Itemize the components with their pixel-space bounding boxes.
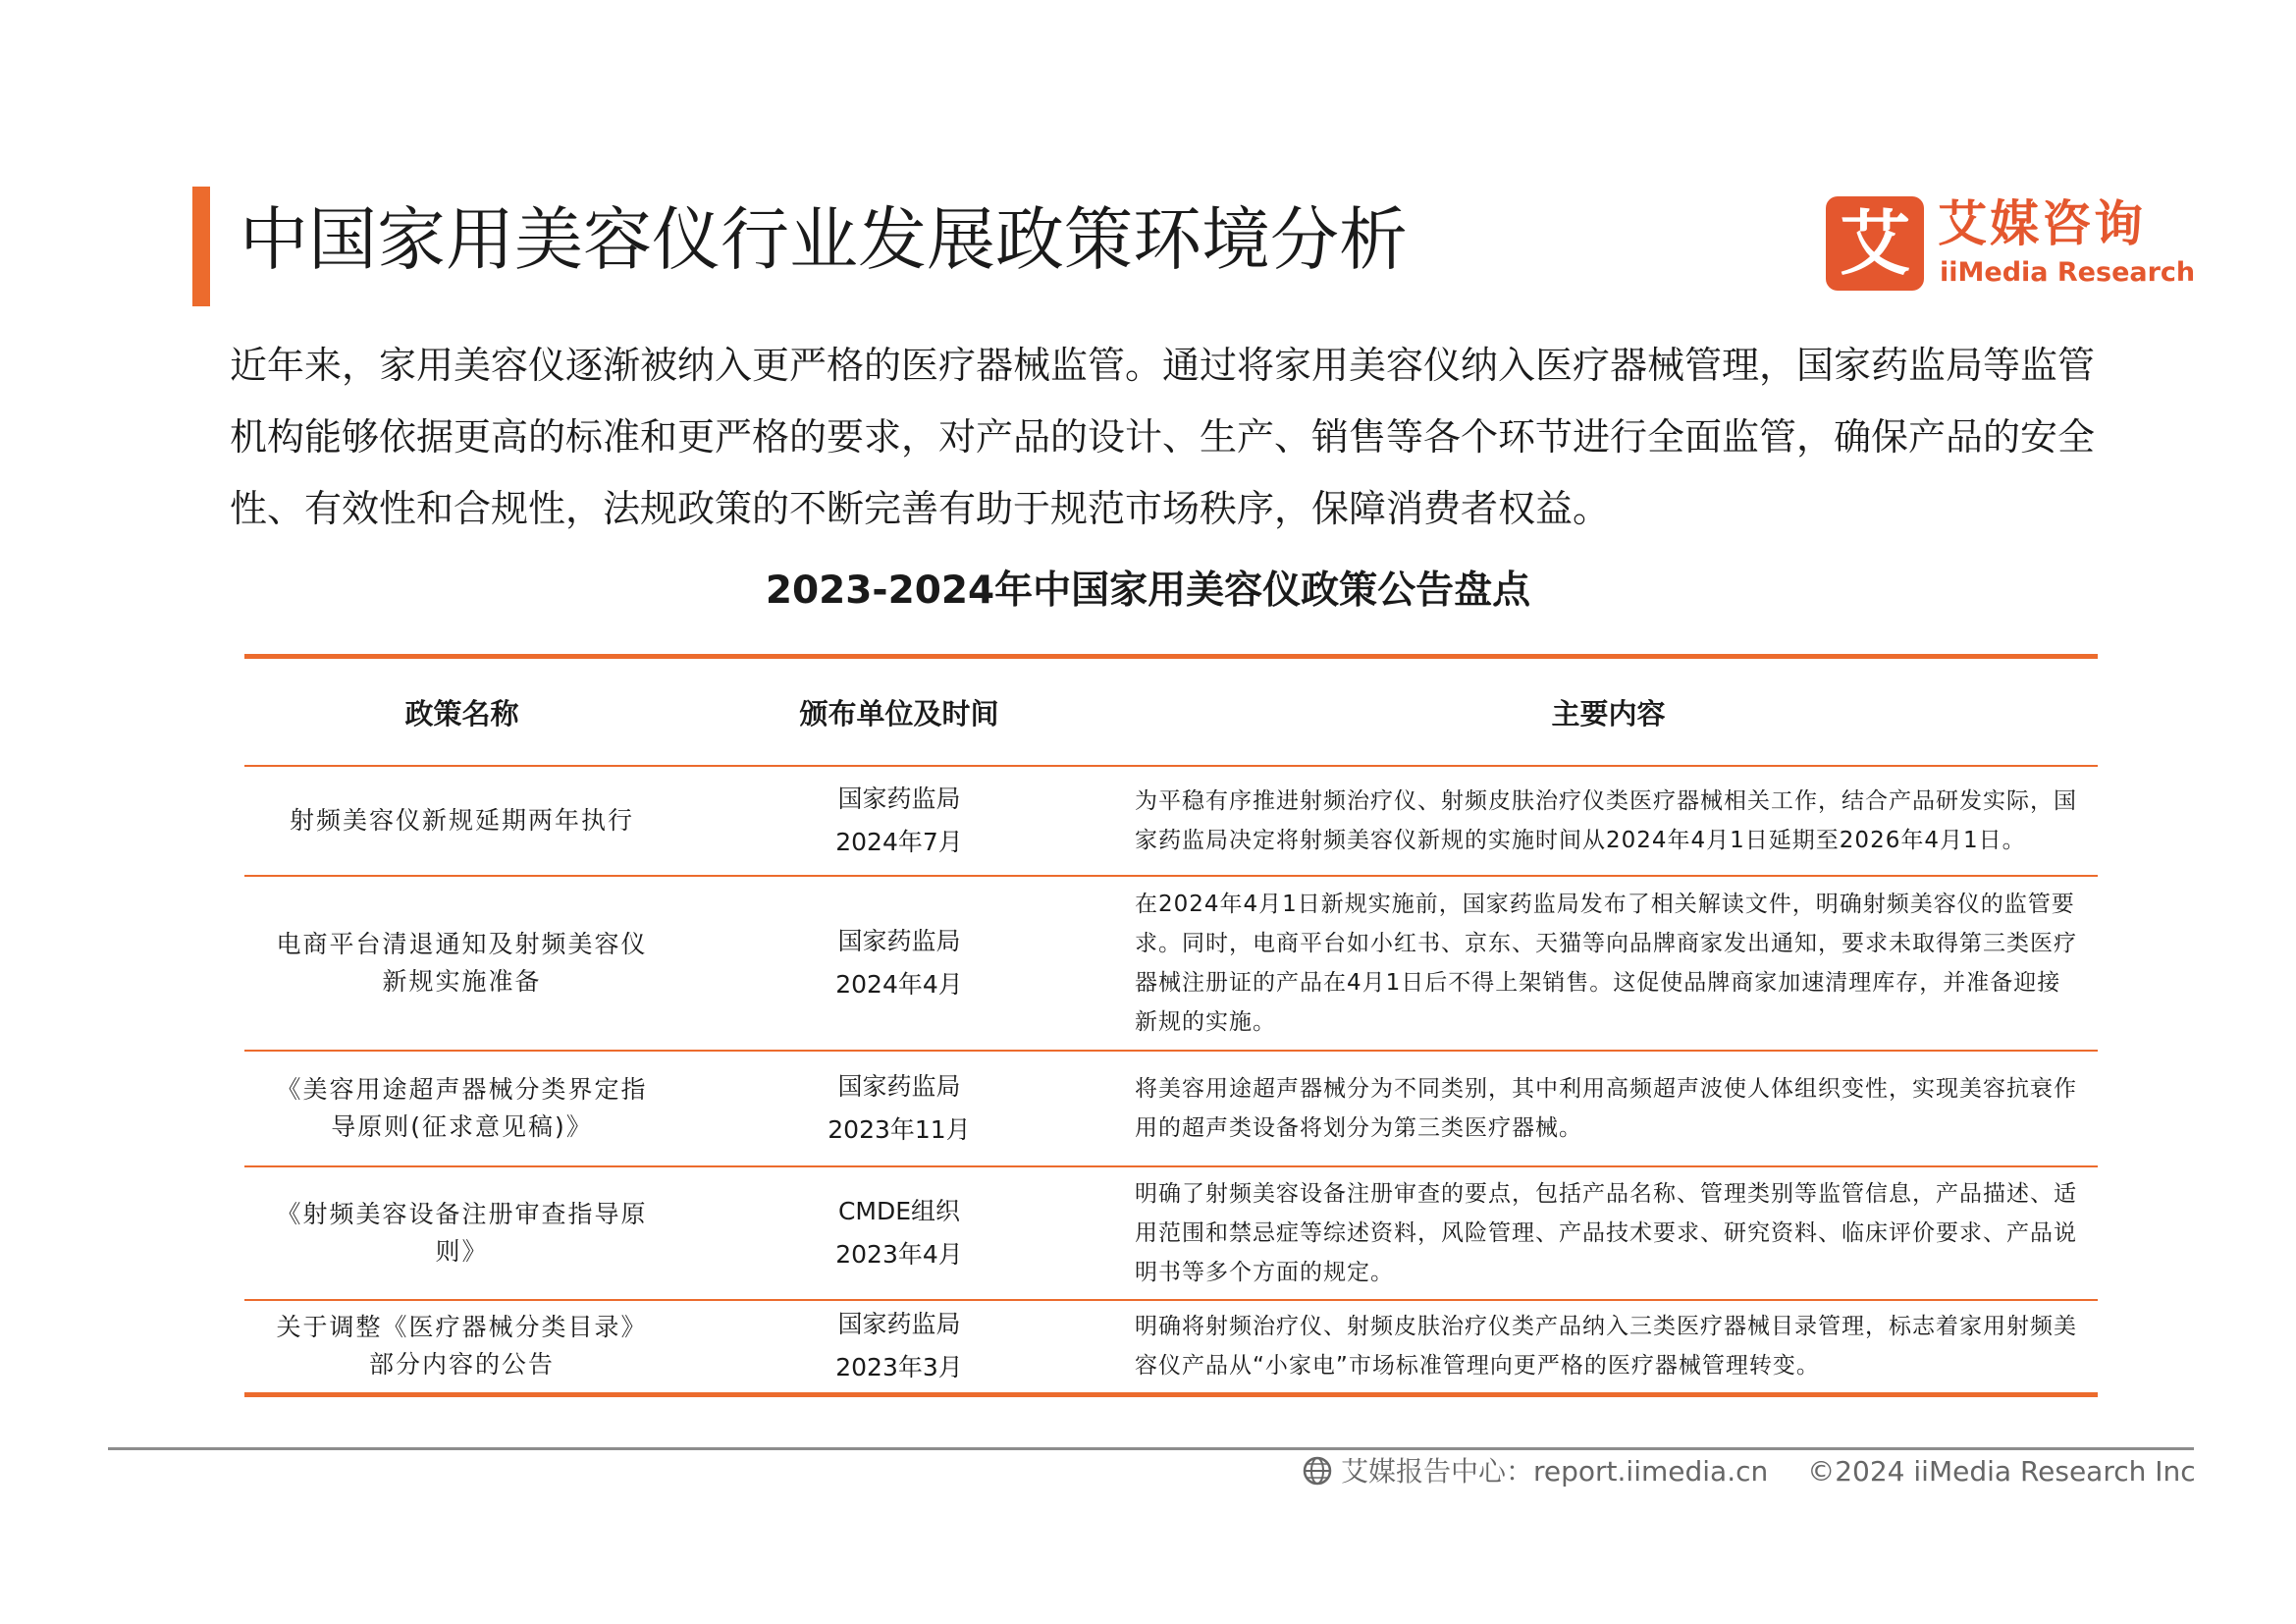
policy-content: 为平稳有序推进射频治疗仪、射频皮肤治疗仪类医疗器械相关工作，结合产品研发实际，国家药监局决定将射频美容仪新规的实施时间从2024年4月1日延期至2026年4月1日。 <box>1119 766 2098 876</box>
policy-table <box>244 654 2098 1397</box>
header-policy-name: 政策名称 <box>244 657 679 767</box>
policy-name: 《射频美容设备注册审查指导原则》 <box>244 1166 679 1300</box>
issuer-cell <box>679 1300 1119 1394</box>
policy-name: 《美容用途超声器械分类界定指导原则(征求意见稿)》 <box>244 1051 679 1166</box>
issuer: 国家药监局 <box>837 1072 961 1101</box>
policy-content: 在2024年4月1日新规实施前，国家药监局发布了相关解读文件，明确射频美容仪的监管要求。同时，电商平台如小红书、京东、天猫等向品牌商家发出通知，要求未取得第三类医疗器械注册证的产品在4月1日后不得上架销售。这促使品牌商家加速清理库存，并准备迎接新规的实施。 <box>1119 876 2098 1051</box>
issue-date: 2024年4月 <box>835 970 963 999</box>
issuer: 国家药监局 <box>837 785 961 813</box>
policy-name: 电商平台清退通知及射频美容仪新规实施准备 <box>244 876 679 1051</box>
issuer: 国家药监局 <box>837 927 961 955</box>
table-row <box>244 766 2098 876</box>
policy-name: 关于调整《医疗器械分类目录》部分内容的公告 <box>276 1313 648 1380</box>
header-main-content: 主要内容 <box>1119 657 2098 767</box>
title-accent-bar <box>192 187 210 306</box>
intro-paragraph: 近年来，家用美容仪逐渐被纳入更严格的医疗器械监管。通过将家用美容仪纳入医疗器械管理，国家药监局等监管机构能够依据更高的标准和更严格的要求，对产品的设计、生产、销售等各个环节进行全面监管，确保产品的安全性、有效性和合规性，法规政策的不断完善有助于规范市场秩序，保障消费者权益。 <box>230 344 2096 530</box>
logo-mark-glyph: 艾 <box>1839 202 1910 285</box>
issuer-cell <box>679 766 1119 876</box>
header-issuer-date: 颁布单位及时间 <box>679 657 1119 767</box>
issuer-cell <box>679 876 1119 1051</box>
issuer: 国家药监局 <box>837 1310 961 1339</box>
globe-icon <box>1302 1455 1333 1487</box>
policy-content: 明确将射频治疗仪、射频皮肤治疗仪类产品纳入三类医疗器械目录管理，标志着家用射频美容仪产品从“小家电”市场标准管理向更严格的医疗器械管理转变。 <box>1135 1314 2077 1380</box>
logo-mark <box>1826 196 1924 291</box>
issuer: CMDE组织 <box>837 1197 961 1225</box>
logo-chinese-name: 艾媒咨询 <box>1938 195 2146 252</box>
issue-date: 2023年3月 <box>835 1353 963 1382</box>
policy-name: 射频美容仪新规延期两年执行 <box>244 766 679 876</box>
policy-content: 将美容用途超声器械分为不同类别，其中利用高频超声波使人体组织变性，实现美容抗衰作用的超声类设备将划分为第三类医疗器械。 <box>1119 1051 2098 1166</box>
policy-content: 明确了射频美容设备注册审查的要点，包括产品名称、管理类别等监管信息，产品描述、适用范围和禁忌症等综述资料，风险管理、产品技术要求、研究资料、临床评价要求、产品说明书等多个方面的规定。 <box>1119 1166 2098 1300</box>
issuer-cell <box>679 1166 1119 1300</box>
issuer-cell <box>679 1051 1119 1166</box>
table-row <box>244 876 2098 1051</box>
logo-english-name: iiMedia Research <box>1940 257 2196 288</box>
table-row <box>244 1051 2098 1166</box>
page-title: 中国家用美容仪行业发展政策环境分析 <box>240 199 1408 280</box>
issue-date: 2024年7月 <box>835 828 963 856</box>
table-row <box>244 1166 2098 1300</box>
table-header-row <box>244 657 2098 767</box>
table-title: 2023-2024年中国家用美容仪政策公告盘点 <box>765 568 1531 613</box>
footer-site: 艾媒报告中心：report.iimedia.cn <box>1341 1455 1769 1488</box>
issue-date: 2023年11月 <box>828 1115 971 1144</box>
footer-copyright: ©2024 iiMedia Research Inc <box>1807 1455 2196 1488</box>
footer <box>1302 1449 2196 1494</box>
brand-logo <box>1826 192 2196 295</box>
table-row <box>244 1300 2098 1394</box>
issue-date: 2023年4月 <box>835 1240 963 1269</box>
